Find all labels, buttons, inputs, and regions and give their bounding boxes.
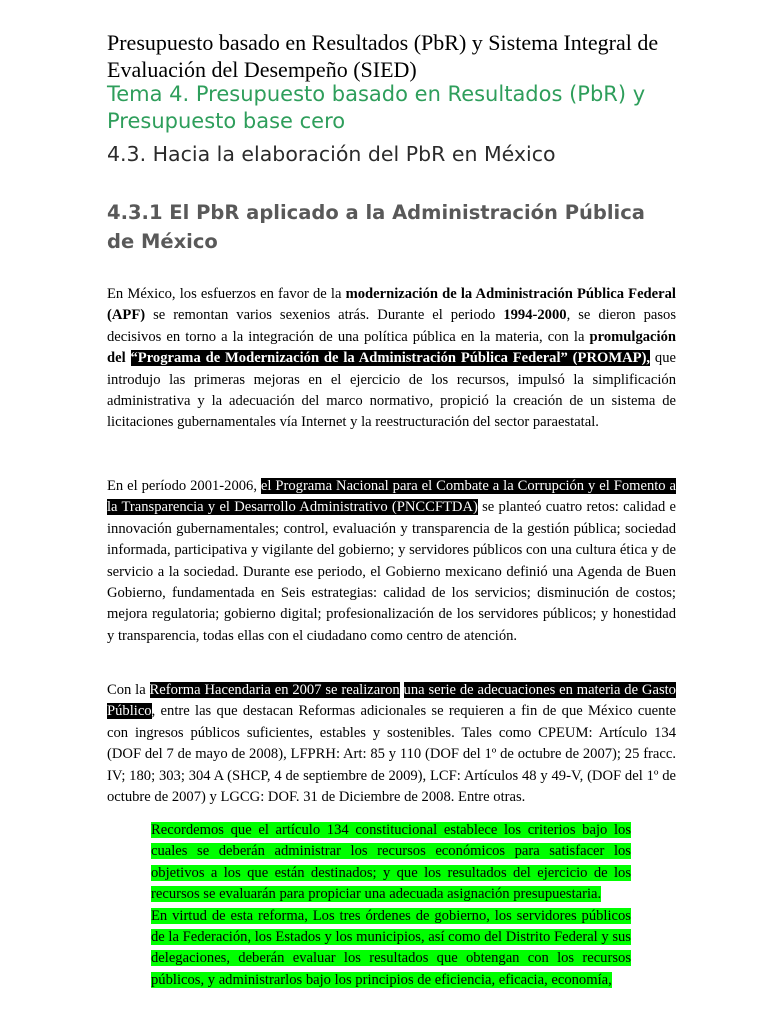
section-heading: 4.3. Hacia la elaboración del PbR en México	[107, 142, 556, 166]
bold-text: 1994-2000	[503, 307, 567, 324]
highlighted-text: el Programa Nacional para el Combate a la Corrupción y el Fomento a la Transparencia y el Desarrollo Administrativo (PNCCFTDA)	[107, 478, 676, 516]
bold-text: modernización de la Administración Pública Federal (APF)	[107, 286, 676, 324]
bold-text: promulgación del	[107, 328, 676, 367]
paragraph-pnccftda	[107, 476, 676, 647]
topic-heading: Tema 4. Presupuesto basado en Resultados (PbR) y Presupuesto base cero	[107, 82, 646, 133]
text-run: Con la	[107, 682, 150, 698]
text-run: En el período 2001-2006,	[107, 478, 261, 494]
paragraph-promap	[107, 284, 676, 434]
highlighted-quote-block	[151, 820, 631, 991]
text-run	[400, 682, 404, 698]
subsection-heading: 4.3.1 El PbR aplicado a la Administración Pública de México	[107, 201, 645, 253]
highlighted-text: una serie de adecuaciones en materia de Gasto Público	[107, 682, 676, 720]
text-run: que introdujo las primeras mejoras en el ejercicio de los recursos, impulsó la simplificación administrativa y la adecuación del marco normativo, propició la creación de un sistema de licitaciones gubernamentales vía Internet y la reestructuración del sector paraestatal.	[107, 350, 676, 431]
paragraph-reforma-hacendaria	[107, 680, 676, 808]
text-run: , entre las que destacan Reformas adicionales se requieren a fin de que México cuente con ingresos públicos suficientes, estables y sostenibles. Tales como CPEUM: Artículo 134 (DOF del 7 de mayo de 2008), LFPRH: Art: 85 y 110 (DOF del 1º de octubre de 2007); 25 fracc. IV; 180; 303; 304 A (SHCP, 4 de septiembre de 2009), LCF: Artículos 48 y 49-V, (DOF del 1º de octubre de 2007) y LGCG: DOF. 31 de Diciembre de 2008. Entre otras.	[107, 703, 676, 806]
quote-text: En virtud de esta reforma, Los tres órdenes de gobierno, los servidores públicos de la Federación, los Estados y los municipios, así como del Distrito Federal y sus delegaciones, deberán evaluar los resultados que obtengan con los recursos públicos, y administrarlos bajo los principios de eficiencia, eficacia, economía,	[151, 907, 631, 988]
text-run: En México, los esfuerzos en favor de la	[107, 286, 346, 302]
quote-text: Recordemos que el artículo 134 constitucional establece los criterios bajo los cuales se deberán administrar los recursos económicos para satisfacer los objetivos a los que están destinados; y que los resultados del ejercicio de los recursos se evaluarán para propiciar una adecuada asignación presupuestaria.	[151, 822, 631, 903]
highlighted-text: Reforma Hacendaria en 2007 se realizaron	[149, 682, 400, 698]
text-run: se remontan varios sexenios atrás. Durante el periodo	[145, 307, 504, 324]
document-title: Presupuesto basado en Resultados (PbR) y Sistema Integral de Evaluación del Desempeño (SIED)	[107, 30, 659, 82]
highlighted-text: “Programa de Modernización de la Administración Pública Federal” (PROMAP),	[130, 350, 651, 367]
text-run: se planteó cuatro retos: calidad e innovación gubernamentales; control, evaluación y transparencia de la gestión pública; sociedad informada, participativa y vigilante del gobierno; y servidores públicos con una cultura ética y de servicio a la sociedad. Durante ese periodo, el Gobierno mexicano definió una Agenda de Buen Gobierno, fundamentada en Seis estrategias: calidad de los servicios; disminución de costos; mejora regulatoria; gobierno digital; profesionalización de los servidores públicos; y honestidad y transparencia, todas ellas con el ciudadano como centro de atención.	[107, 499, 676, 644]
text-run: , se dieron pasos decisivos en torno a la integración de una política pública en la materia, con la	[107, 307, 677, 345]
